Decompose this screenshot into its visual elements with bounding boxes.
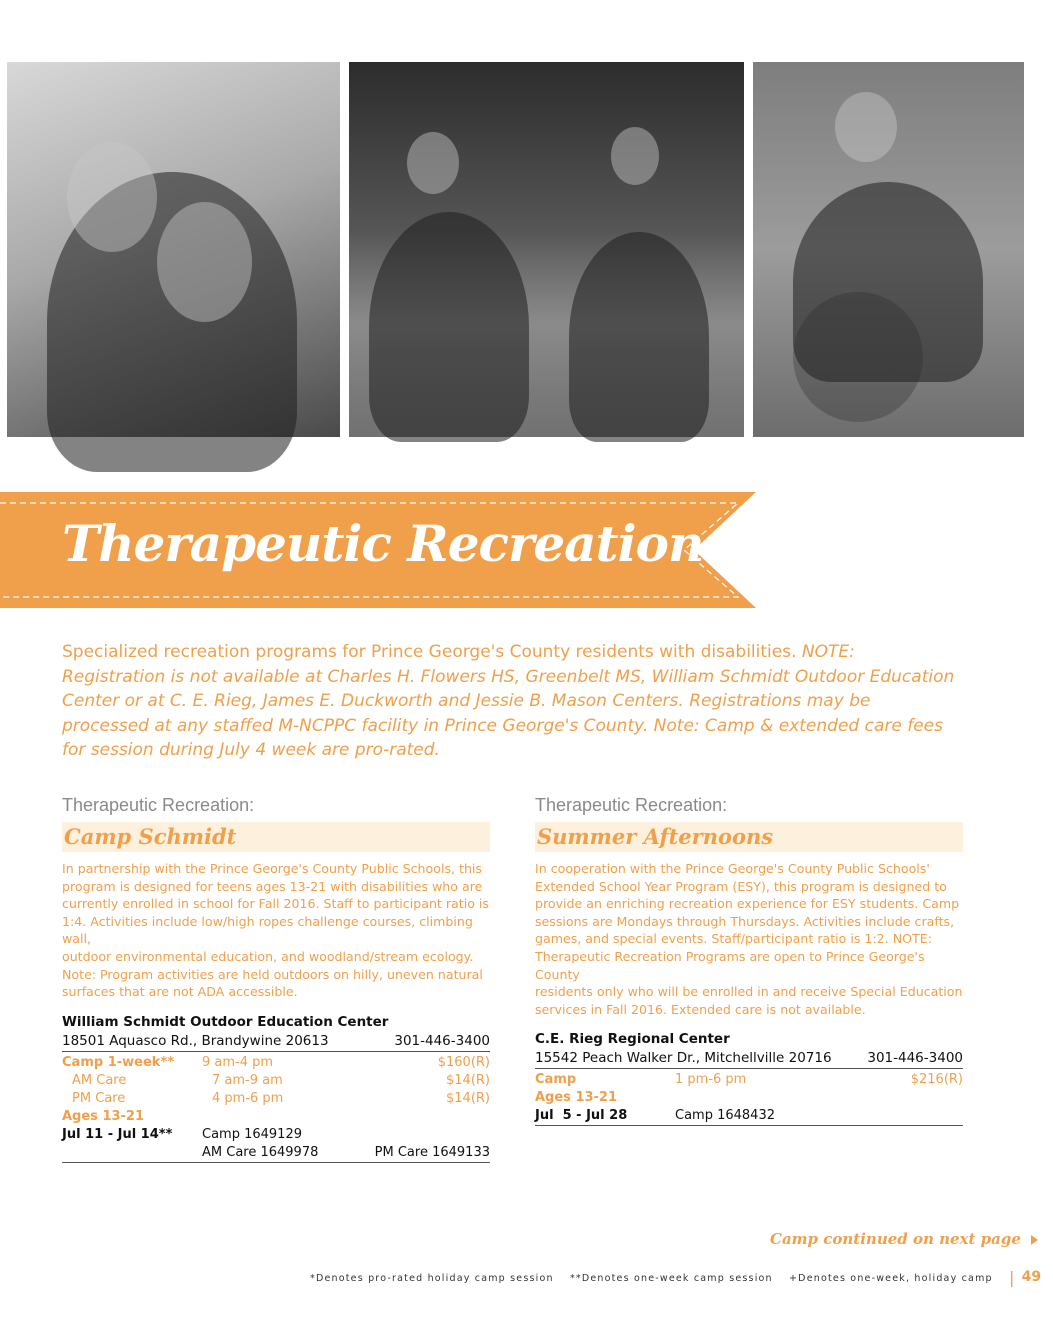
arrow-right-icon — [1031, 1235, 1038, 1245]
page-title: Therapeutic Recreation Camps — [62, 514, 903, 573]
schedule-time: 7 am-9 am — [212, 1072, 283, 1088]
program-title: Camp Schmidt — [62, 822, 490, 852]
schedule-row — [535, 1071, 963, 1089]
ages-row — [62, 1108, 490, 1126]
schedule-fee: $216(R) — [910, 1072, 963, 1088]
footer — [310, 1268, 1042, 1288]
schedule-time: 4 pm-6 pm — [212, 1090, 284, 1106]
schedule-row — [62, 1054, 490, 1072]
address-row — [535, 1049, 963, 1069]
address-row — [62, 1032, 490, 1052]
footer-divider: | — [1008, 1268, 1016, 1287]
session-dates: Jul 5 - Jul 28 — [535, 1108, 628, 1124]
location-name: C.E. Rieg Regional Center — [535, 1031, 730, 1048]
schedule-time: 1 pm-6 pm — [675, 1072, 747, 1088]
continued-text: Camp continued on next page — [770, 1230, 1021, 1248]
schedule-label: PM Care — [72, 1090, 126, 1106]
camp-code: Camp 1648432 — [675, 1108, 775, 1124]
session-row — [535, 1107, 963, 1126]
footer-note-one-week: **Denotes one-week camp session — [569, 1273, 773, 1284]
address: 15542 Peach Walker Dr., Mitchellville 20716 — [535, 1050, 832, 1067]
section-kicker: Therapeutic Recreation: — [535, 795, 728, 815]
page-number: 49 — [1021, 1269, 1042, 1285]
section-kicker: Therapeutic Recreation: — [62, 795, 255, 815]
schedule-fee: $14(R) — [446, 1090, 490, 1106]
schedule-row — [62, 1072, 490, 1090]
schedule-label: Camp — [535, 1072, 577, 1088]
footer-note-prorated: *Denotes pro-rated holiday camp session — [310, 1273, 554, 1284]
care-codes-row — [62, 1144, 490, 1163]
program-description: In partnership with the Prince George's County Public Schools, this program is designed for teens ages 13-21 with disabilities who are currently enrolled in school for Fall 2016. Staff to participant ratio is 1:4. Activities include low/high ropes challenge courses, climbing wall, outdoor environmental education, and woodland/stream ecology. Note: Program activities are held outdoors on hilly, uneven natural surfaces that are not ADA accessible. — [62, 861, 489, 1000]
schedule-fee: $14(R) — [446, 1072, 490, 1088]
pm-care-code: PM Care 1649133 — [374, 1144, 490, 1160]
schedule-label: Camp 1-week** — [62, 1054, 175, 1070]
address: 18501 Aquasco Rd., Brandywine 20613 — [62, 1032, 329, 1049]
photo-boy-on-recumbent-bike — [753, 62, 1024, 437]
camp-code: Camp 1649129 — [202, 1126, 302, 1142]
ages-label: Ages 13-21 — [535, 1090, 618, 1106]
ages-row — [535, 1089, 963, 1107]
schedule-row — [62, 1090, 490, 1108]
schedule-time: 9 am-4 pm — [202, 1054, 274, 1070]
camp-schmidt-section — [62, 792, 490, 1163]
schedule-label: AM Care — [72, 1072, 127, 1088]
continued-next-page-link[interactable] — [770, 1230, 1021, 1252]
phone: 301-446-3400 — [394, 1032, 490, 1049]
session-dates: Jul 11 - Jul 14** — [62, 1126, 173, 1142]
photo-two-boys-with-goggles — [349, 62, 744, 437]
summer-afternoons-section — [535, 792, 963, 1126]
intro-note: NOTE: Registration is not available at Charles H. Flowers HS, Greenbelt MS, William Schmidt Outdoor Education Center or at C. E. Rieg, James E. Duckworth and Jessie B. Mason Centers. Registrations may be processed at any staffed M-NCPPC facility in Prince George's County. Note: Camp & extended care fees for session during July 4 week are pro-rated. — [62, 642, 955, 760]
program-description: In cooperation with the Prince George's County Public Schools' Extended School Year Program (ESY), this program is designed to provide an enriching recreation experience for ESY students. Camp sessions are Mondays through Thursdays. Activities include crafts, games, and special events. Staff/participant ratio is 1:2. NOTE: Therapeutic Recreation Programs are open to Prince George's County residents only who will be enrolled in and receive Special Education services in Fall 2016. Extended care is not available. — [535, 861, 963, 1017]
phone: 301-446-3400 — [867, 1050, 963, 1067]
photo-girl-and-child — [7, 62, 340, 437]
schedule-fee: $160(R) — [437, 1054, 490, 1070]
intro-text: Specialized recreation programs for Prince George's County residents with disabilities. — [62, 642, 802, 662]
location-name: William Schmidt Outdoor Education Center — [62, 1013, 389, 1030]
am-care-code: AM Care 1649978 — [202, 1144, 319, 1160]
session-row — [62, 1126, 490, 1144]
intro-paragraph — [62, 640, 962, 763]
program-title: Summer Afternoons — [535, 822, 963, 852]
footer-note-holiday: +Denotes one-week, holiday camp — [789, 1273, 993, 1284]
ages-label: Ages 13-21 — [62, 1108, 145, 1124]
